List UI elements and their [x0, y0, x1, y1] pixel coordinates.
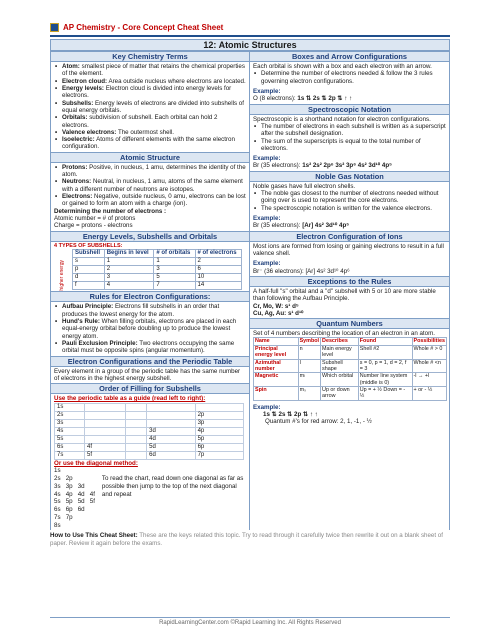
quantum-example-label: Example: [253, 403, 281, 411]
term-label: Neutrons: [62, 178, 92, 186]
quantum-example-text: Quantum #'s for red arrow: 2, 1, -1, - ½ [265, 418, 372, 426]
list-item [54, 164, 246, 179]
spectro-section [250, 115, 449, 171]
table-cell: 6p [195, 443, 243, 451]
subshell-types-label: 4 TYPES OF SUBSHELLS: [54, 242, 123, 249]
filling-table [54, 403, 244, 461]
key-terms-section [51, 62, 249, 152]
table-row [73, 282, 242, 290]
table-cell: 3s [55, 419, 85, 427]
term-text: Atoms of different elements with the same electron configuration. [62, 136, 235, 151]
term-label: Valence electrons: [62, 128, 117, 136]
table-cell [85, 419, 126, 427]
table-cell: 2p [195, 411, 243, 419]
term-label: Atom: [62, 63, 80, 70]
table-cell: 6 [195, 266, 241, 274]
table-cell: Subshell shape [321, 359, 359, 373]
key-terms-heading: Key Chemistry Terms [51, 51, 249, 62]
column-header: Begins in level [104, 250, 154, 258]
table-cell [126, 427, 147, 435]
diagonal-row: 4s 4p 4d 4f [54, 490, 95, 498]
table-cell: mₗ [298, 373, 320, 387]
term-text: Area outside nucleus where electrons are located. [108, 77, 246, 85]
table-cell: Shell #2 [358, 345, 412, 359]
table-cell: Which orbital [321, 373, 359, 387]
diagonal-row: 5s 5p 5d 5f [54, 498, 95, 506]
table-cell: -l → +l [412, 373, 446, 387]
noble-text: Noble gases have full electron shells. [253, 182, 356, 190]
column-header: Symbol [299, 338, 320, 345]
table-cell: Main energy level [321, 345, 359, 359]
list-item [54, 136, 246, 151]
table-cell: Up = + ½ Down = - ½ [358, 387, 412, 401]
list-item [54, 178, 246, 193]
list-item [54, 100, 246, 115]
key-terms-list [54, 63, 246, 151]
noble-example-label: Example: [253, 215, 281, 222]
ions-example-label: Example: [253, 260, 281, 268]
higher-energy-label: higher energy [59, 259, 66, 291]
table-cell: Spin [254, 387, 299, 401]
table-cell: 7p [195, 452, 243, 460]
table-row [55, 452, 244, 460]
table-cell: Number line system (middle is 0) [358, 373, 412, 387]
table-row [254, 373, 447, 387]
spectro-heading: Spectroscopic Notation [250, 104, 449, 115]
term-text: Energy levels of electrons are divided into subshells of equal energy orbitals. [62, 99, 244, 114]
diagonal-row: 1s [54, 467, 61, 475]
table-cell: 6s [55, 443, 85, 451]
sheet-title: AP Chemistry - Core Concept Cheat Sheet [63, 22, 224, 32]
table-row [73, 258, 242, 266]
column-header: Describes [321, 338, 359, 345]
exceptions-line-1: Cr, Mo, W: s¹ d⁵ [253, 302, 299, 310]
table-cell: 5s [55, 435, 85, 443]
how-to-use-text: These are the keys related this topic. Try to read through it carefully twice then rewrite it out on a blank sheet of paper. Review it again before the exams. [50, 532, 443, 547]
atomic-structure-heading: Atomic Structure [51, 152, 249, 163]
term-text: subdivision of subshell. Each orbital can hold 2 electrons. [62, 114, 218, 129]
spectro-example-text: Br (35 electrons): [253, 162, 301, 170]
table-cell: f [73, 282, 105, 290]
term-label: Electrons: [62, 193, 93, 200]
boxes-list [253, 70, 446, 85]
table-cell [85, 435, 126, 443]
term-text: Electrons fill subshells in an order that produces the lowest energy for the atom. [62, 303, 220, 318]
exceptions-text: A half-full "s" orbital and a "d" subshell with 5 or 10 are more stable than following the Aufbau Principle. [253, 287, 436, 303]
boxes-heading: Boxes and Arrow Configurations [250, 51, 449, 62]
table-cell: 1 [154, 258, 195, 266]
table-cell: 7 [154, 282, 195, 290]
diagonal-row: 3s 3p 3d [54, 482, 85, 490]
noble-list [253, 190, 446, 212]
table-cell: s = 0, p = 1, d = 2, f = 3 [358, 359, 412, 373]
copyright-footer: RapidLearningCenter.com ©Rapid Learning Inc. All Rights Reserved [50, 617, 450, 627]
table-cell: Up or down arrow [321, 387, 359, 401]
table-cell: d [73, 274, 105, 282]
table-cell: 3p [195, 419, 243, 427]
energy-levels-section [51, 242, 249, 292]
spectro-text: Spectroscopic is a shorthand notation for electron configurations. [253, 115, 431, 123]
term-text: The outermost shell. [117, 128, 175, 136]
spectro-example-label: Example: [253, 155, 281, 163]
term-text: When filling orbitals, electrons are placed in each equal-energy orbital before doubling up to produce the lowest energy atom. [62, 318, 237, 340]
quantum-example-config: 1s ⇅ 2s ⇅ 2p ⇅ ↑ ↑ [263, 411, 318, 419]
table-cell: 5 [154, 274, 195, 282]
boxes-example-config: 1s ⇅ 2s ⇅ 2p ⇅ ↑ ↑ [297, 95, 353, 103]
table-cell: 4s [55, 427, 85, 435]
term-label: Isoelectric: [62, 136, 95, 144]
noble-example-config: [Ar] 4s² 3d¹⁰ 4p⁵ [302, 222, 350, 230]
filling-section [51, 394, 249, 530]
table-cell [85, 427, 126, 435]
table-row [73, 266, 242, 274]
table-row [55, 411, 244, 419]
table-cell: 5d [147, 443, 195, 451]
quantum-section [250, 329, 449, 427]
term-label: Protons: [62, 163, 88, 171]
table-cell: 4 [104, 282, 154, 290]
term-label: Orbitals: [62, 114, 88, 122]
table-cell [195, 403, 243, 411]
column-header: Possibilities [413, 338, 445, 345]
table-cell: 10 [195, 274, 241, 282]
table-row [254, 387, 447, 401]
table-cell: n [298, 345, 320, 359]
ions-example-text: Br⁻ (36 electrons): [Ar] 4s² 3d¹⁰ 4p⁶ [253, 267, 350, 275]
column-header: Subshell [73, 250, 105, 258]
table-cell: 14 [195, 282, 241, 290]
table-cell [126, 452, 147, 460]
column-header: Found [358, 338, 412, 345]
quantum-table [253, 337, 447, 400]
table-cell: 5f [85, 452, 126, 460]
periodic-heading: Electron Configurations and the Periodic Table [51, 356, 249, 367]
table-cell [126, 411, 147, 419]
noble-example-text: Br (35 electrons): [253, 222, 301, 230]
energy-levels-heading: Energy Levels, Subshells and Orbitals [51, 231, 249, 242]
term-label: Pauli Exclusion Principle: [62, 340, 138, 347]
table-cell: 1 [104, 258, 154, 266]
header-rule [50, 35, 450, 37]
exceptions-heading: Exceptions to the Rules [250, 276, 449, 287]
quantum-text: Set of 4 numbers describing the location of an electron in an atom. [253, 330, 435, 338]
periodic-text: Every element in a group of the periodic table has the same number of electrons in the highest energy subshell. [54, 367, 241, 382]
term-label: Electron cloud: [62, 77, 108, 85]
filling-heading: Order of Filling for Subshells [51, 383, 249, 394]
table-cell: 6d [147, 452, 195, 460]
boxes-example-text: O (8 electrons): [253, 95, 296, 103]
list-item: • The noble gas closest to the number of electrons needed without going over is used to represent the core electrons. [253, 190, 446, 205]
table-cell: 4p [195, 427, 243, 435]
ions-heading: Electron Configuration of Ions [250, 231, 449, 242]
term-text: Neutral, in nucleus, 1 amu, atoms of the same element with a different number of neutrons are isotopes. [62, 178, 243, 193]
table-cell: 2s [55, 411, 85, 419]
column-header: Name [254, 338, 299, 345]
determining-label: Determining the number of electrons : [54, 207, 167, 215]
term-text: Two electrons occupying the same orbital must be opposite spins (angular momentum). [62, 340, 235, 355]
list-item [54, 85, 246, 100]
diagonal-row: 2s 2p [54, 475, 73, 483]
diagonal-instructions: To read the chart, read down one diagonal as far as possible then jump to the top of the next diagonal and repeat [101, 475, 244, 498]
table-cell: 3d [147, 427, 195, 435]
atomic-structure-section [51, 163, 249, 231]
table-row [254, 345, 447, 359]
noble-section [250, 182, 449, 231]
exceptions-section [250, 287, 449, 318]
diagonal-method [54, 467, 246, 529]
two-column-body [50, 51, 450, 530]
periodic-section [51, 367, 249, 384]
exceptions-line-2: Cu, Ag, Au: s¹ d¹⁰ [253, 309, 304, 317]
list-item: • The sum of the superscripts is equal to the total number of electrons. [253, 138, 446, 153]
list-item [54, 318, 246, 340]
table-row [73, 274, 242, 282]
table-row [55, 427, 244, 435]
table-cell: Whole # <n [412, 359, 446, 373]
left-column [50, 51, 250, 530]
table-row [55, 435, 244, 443]
table-cell: 3 [154, 266, 195, 274]
table-cell [126, 443, 147, 451]
table-cell: Magnetic [254, 373, 299, 387]
table-cell: p [73, 266, 105, 274]
rapid-learning-logo-icon [50, 23, 59, 32]
table-row [55, 403, 244, 411]
ions-section [250, 242, 449, 276]
table-cell [147, 411, 195, 419]
charge-line: Charge = protons - electrons [54, 222, 133, 230]
table-row [55, 419, 244, 427]
term-text: smallest piece of matter that retains the chemical properties of the element. [62, 63, 245, 78]
list-item [54, 193, 246, 208]
sheet-header [50, 20, 450, 35]
table-cell: Azimuthal number [254, 359, 299, 373]
term-label: Aufbau Principle: [62, 303, 114, 311]
ions-text: Most ions are formed from losing or gaining electrons to result in a full valence shell. [253, 242, 444, 257]
list-item [54, 340, 246, 355]
table-cell [85, 403, 126, 411]
how-to-use-label: How to Use This Cheat Sheet: [50, 532, 138, 540]
table-cell: 2 [195, 258, 241, 266]
table-cell: 7s [55, 452, 85, 460]
boxes-example-label: Example: [253, 87, 281, 95]
diagonal-row: 6s 6p 6d [54, 506, 85, 514]
list-item [54, 303, 246, 318]
table-cell: + or - ½ [412, 387, 446, 401]
how-to-use-note [50, 532, 450, 547]
table-cell [85, 411, 126, 419]
table-cell: 4d [147, 435, 195, 443]
table-cell: l [298, 359, 320, 373]
table-cell: Principal energy level [254, 345, 299, 359]
list-item: • The number of electrons in each subshell is written as a superscript after the subshell designation. [253, 123, 446, 138]
table-cell: 2 [104, 266, 154, 274]
boxes-text: Each orbital is shown with a box and each electron with an arrow. [253, 63, 432, 70]
table-cell: 3 [104, 274, 154, 282]
quantum-heading: Quantum Numbers [250, 318, 449, 329]
periodic-guide-label: Use the periodic table as a guide (read left to right): [54, 395, 206, 403]
table-cell [126, 435, 147, 443]
table-cell [147, 419, 195, 427]
table-row [55, 443, 244, 451]
table-cell: Whole # > 0 [412, 345, 446, 359]
list-item: • Determine the number of electrons needed & follow the 3 rules governing electron configurations. [253, 70, 446, 85]
term-label: Hund's Rule: [62, 318, 100, 326]
table-cell [147, 403, 195, 411]
term-text: Positive, in nucleus, 1 amu, determines the identity of the atom. [62, 163, 246, 179]
term-text: Electron cloud is divided into energy levels for electrons. [62, 84, 232, 100]
table-cell: 5p [195, 435, 243, 443]
list-item [54, 114, 246, 129]
diagonal-row: 7s 7p [54, 513, 73, 521]
diagonal-grid [54, 467, 96, 529]
subshell-table [72, 249, 242, 290]
table-cell [126, 419, 147, 427]
list-item: • The spectroscopic notation is written for the valence electrons. [253, 205, 446, 212]
diagonal-method-label: Or use the diagonal method: [54, 460, 138, 468]
table-cell: mₛ [298, 387, 320, 401]
list-item [54, 63, 246, 78]
noble-heading: Noble Gas Notation [250, 171, 449, 182]
table-row [254, 359, 447, 373]
column-header: # of orbitals [154, 250, 195, 258]
table-cell [126, 403, 147, 411]
term-label: Energy levels: [62, 84, 104, 92]
list-item [54, 78, 246, 85]
table-cell: s [73, 258, 105, 266]
spectro-list [253, 123, 446, 152]
chapter-title: 12: Atomic Structures [50, 39, 450, 51]
atomic-number-line: Atomic number = # of protons [54, 214, 136, 222]
cheat-sheet-page [50, 20, 450, 632]
column-header: # of electrons [195, 250, 241, 258]
right-column [250, 51, 450, 530]
spectro-example-config: 1s² 2s² 2p⁶ 3s² 3p⁶ 4s² 3d¹⁰ 4p⁵ [302, 162, 393, 170]
rules-section [51, 302, 249, 355]
table-cell: 4f [85, 443, 126, 451]
term-label: Subshells: [62, 99, 94, 107]
diagonal-row: 8s [54, 521, 61, 529]
list-item [54, 129, 246, 136]
rules-list [54, 303, 246, 354]
boxes-section [250, 62, 449, 104]
rules-heading: Rules for Electron Configurations: [51, 291, 249, 302]
table-cell: 1s [55, 403, 85, 411]
term-text: Negative, outside nucleus, 0 amu, electrons can be lost or gained to form an atom with a charge (ion). [62, 193, 246, 208]
atomic-structure-list [54, 164, 246, 208]
